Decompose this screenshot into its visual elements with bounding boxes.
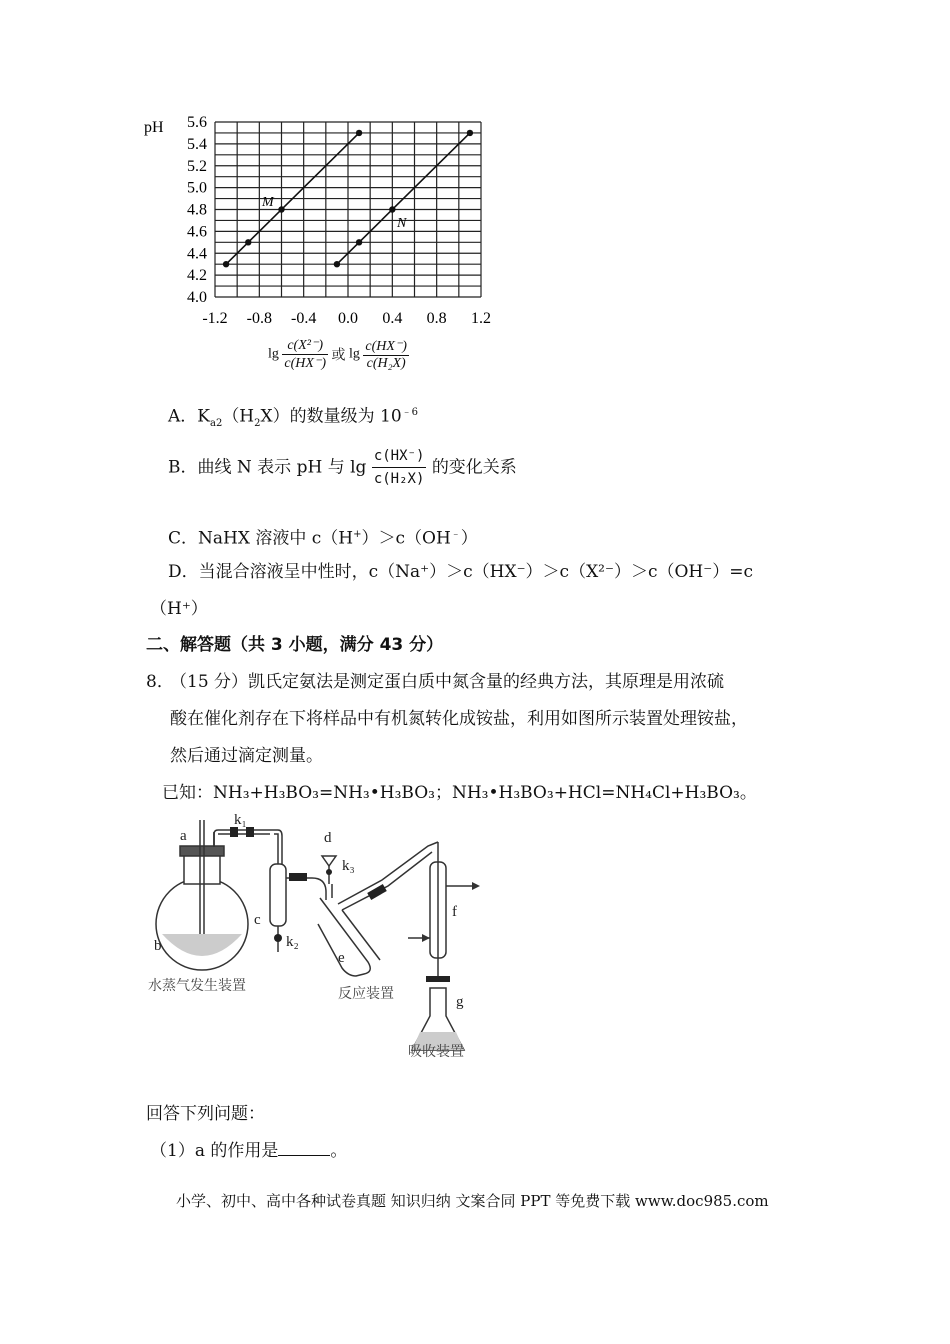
- option-a: A．$K_{a2}(H_2X)$的数量级为 $10^{﹣6}$: [168, 406, 419, 430]
- page-footer: 小学、初中、高中各种试卷真题 知识归纳 文案合同 PPT 等免费下载 www.doc985.com: [176, 1192, 769, 1210]
- data-point-m: [245, 239, 251, 245]
- label-f: f: [452, 904, 457, 920]
- x-tick-labels: [202, 310, 491, 327]
- y-axis-label: pH: [144, 119, 164, 136]
- y-tick-label: 4.0: [187, 289, 207, 306]
- data-point-n: [467, 130, 473, 136]
- y-tick-label: 4.4: [187, 245, 207, 263]
- xlabel-fraction-2: $\frac{c(HX^-)}{\text{c(H₂X)}}$: [365, 338, 407, 371]
- y-tick-labels: [187, 114, 207, 306]
- x-tick-label: 0.8: [426, 310, 447, 327]
- point-label-n: N: [397, 216, 407, 231]
- section-title: 二、解答题（共 3 小题，满分 43 分）: [146, 635, 444, 655]
- sub-question-1: （1）a 的作用是 。: [150, 1141, 348, 1161]
- y-tick-label: 5.0: [187, 179, 207, 197]
- caption-reaction: 反应装置: [338, 987, 394, 1002]
- question-number: 8．: [146, 672, 174, 692]
- x-tick-label: 0.4: [382, 310, 403, 327]
- option-d-line2: （H⁺）: [150, 599, 208, 619]
- data-point-m: [356, 130, 362, 136]
- y-tick-label: 4.6: [187, 223, 207, 241]
- label-b: b: [154, 938, 162, 954]
- answer-blank[interactable]: [278, 1139, 330, 1156]
- y-tick-label: 5.6: [187, 114, 207, 131]
- label-d: d: [324, 830, 332, 846]
- y-tick-label: 4.8: [187, 201, 207, 219]
- y-tick-label: 5.2: [187, 157, 207, 175]
- known-equations: 已知：NH₃+H₃BO₃=NH₃•H₃BO₃；NH₃•H₃BO₃+HCl=NH₄Cl+H₃BO₃。: [162, 783, 757, 803]
- option-d-line1: D．当混合溶液呈中性时，c（Na⁺）＞c（HX⁻）＞c（X²⁻）＞c（OH⁻）=c: [168, 562, 753, 582]
- data-point-m: [223, 261, 229, 267]
- xlabel-or: 或: [331, 347, 346, 364]
- caption-steam: 水蒸气发生装置: [148, 979, 246, 994]
- label-k1: k₁: [234, 812, 247, 828]
- x-tick-label: -0.8: [246, 310, 272, 327]
- option-c: C．NaHX 溶液中 c（H+）＞c（OH﹣）: [168, 528, 478, 549]
- x-tick-label: -1.2: [202, 310, 228, 327]
- xlabel-lg-1: lg: [268, 346, 279, 362]
- option-b: B．曲线 N 表示 pH 与 lg $\frac{c(HX^-)}{\text{c(H₂X)}}$ 的变化关系: [168, 445, 517, 490]
- label-g: g: [456, 994, 464, 1010]
- data-point-n: [334, 261, 340, 267]
- x-tick-label: 1.2: [471, 310, 491, 327]
- caption-absorb: 吸收装置: [408, 1045, 464, 1060]
- x-axis-label: [268, 337, 409, 372]
- data-point-n: [389, 206, 395, 212]
- y-tick-label: 4.2: [187, 267, 207, 285]
- xlabel-lg-2: lg: [348, 346, 360, 362]
- xlabel-fraction-1: $\frac{\text{c(X²⁻)}}{c(HX^-)}$: [284, 338, 326, 371]
- label-a: a: [180, 828, 187, 844]
- x-tick-label: -0.4: [291, 310, 317, 327]
- point-label-m: M: [262, 195, 274, 210]
- y-tick-label: 5.4: [187, 135, 207, 153]
- label-k2: k₂: [286, 934, 299, 950]
- question-line1: （15 分）凯氏定氨法是测定蛋白质中氮含量的经典方法，其原理是用浓硫: [170, 672, 725, 692]
- option-b-fraction: $\frac{c(HX^-)}{\text{c(H₂X)}}$: [372, 445, 427, 490]
- x-tick-label: 0.0: [338, 310, 358, 327]
- kjeldahl-apparatus: [142, 812, 554, 1067]
- data-point-m: [278, 206, 284, 212]
- chart-grid: [215, 122, 481, 297]
- answer-prompt: 回答下列问题：: [146, 1104, 265, 1124]
- label-k3: k₃: [342, 858, 355, 874]
- label-c: c: [254, 912, 261, 928]
- data-point-n: [356, 239, 362, 245]
- question-line2: 酸在催化剂存在下将样品中有机氮转化成铵盐，利用如图所示装置处理铵盐，: [170, 709, 748, 729]
- question-line3: 然后通过滴定测量。: [170, 746, 323, 766]
- label-e: e: [338, 950, 345, 966]
